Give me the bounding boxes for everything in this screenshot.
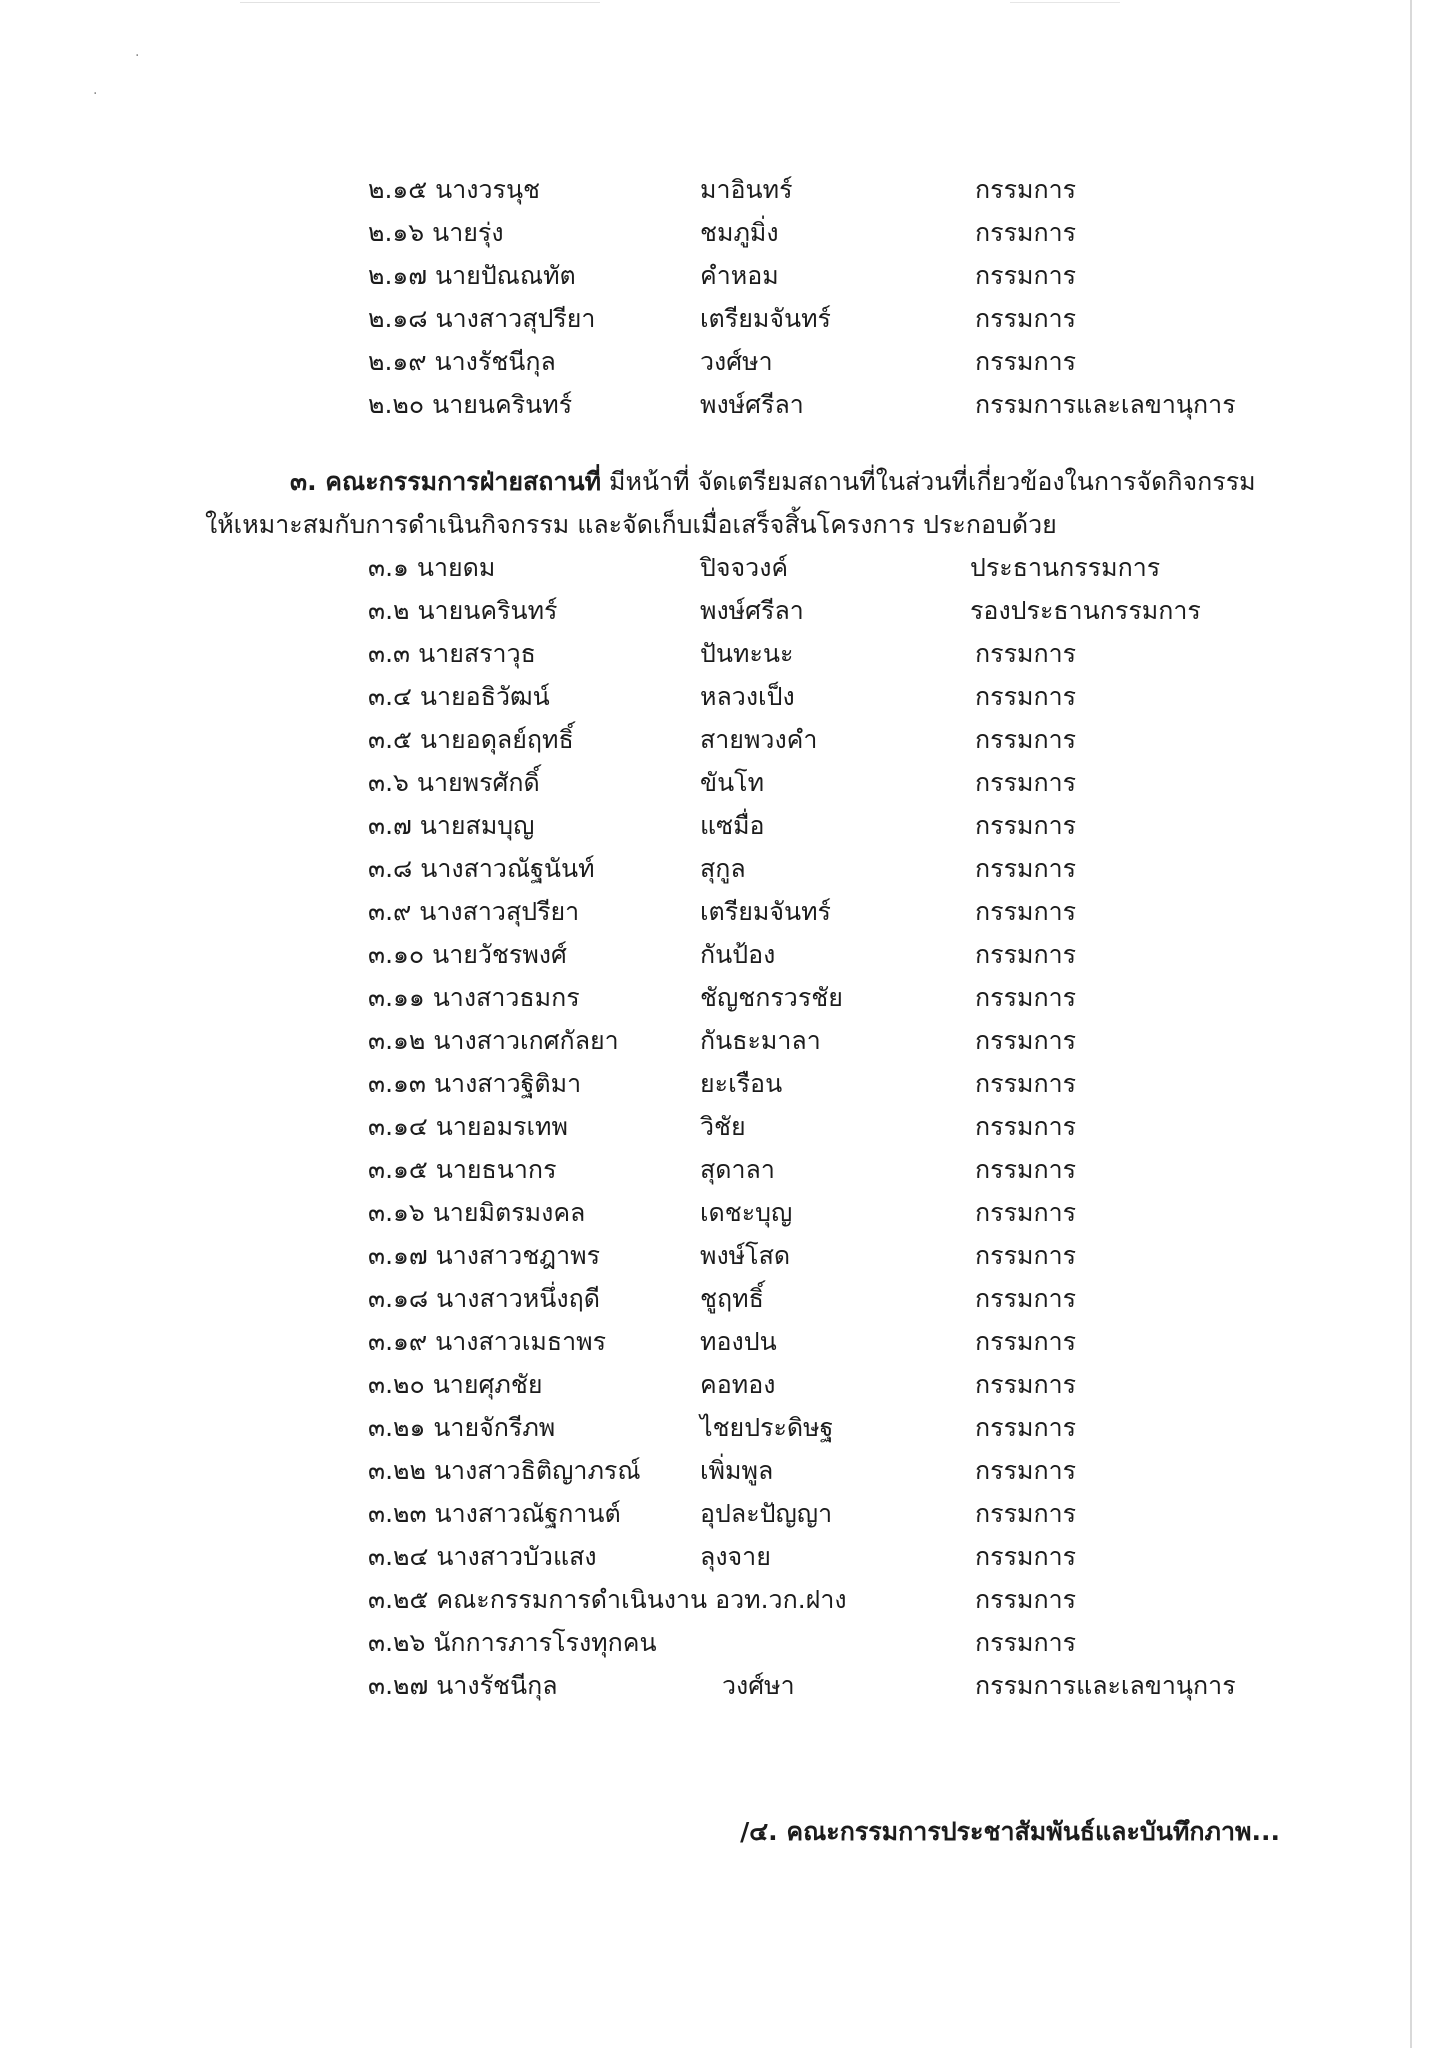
member-surname: เตรียมจันทร์ [700, 304, 831, 333]
member-name: ๓.๑ นายดม [368, 553, 496, 582]
member-role: กรรมการ [975, 983, 1077, 1012]
member-role: กรรมการ [975, 897, 1077, 926]
member-name: ๓.๑๑ นางสาวธมกร [368, 983, 580, 1012]
member-name: ๓.๑๐ นายวัชรพงศ์ [368, 940, 567, 969]
member-role: กรรมการ [975, 768, 1077, 797]
scan-speck: · [93, 86, 98, 102]
member-surname: วิชัย [700, 1112, 746, 1141]
scan-edge-right [1410, 0, 1412, 2048]
member-surname: กันป้อง [700, 940, 776, 969]
member-name: ๒.๑๕ นางวรนุช [368, 175, 541, 204]
member-role: กรรมการ [975, 1499, 1077, 1528]
member-surname: ขันโท [700, 768, 765, 797]
member-surname: พงษ์โสด [700, 1241, 791, 1270]
member-name: ๓.๒ นายนครินทร์ [368, 596, 558, 625]
member-surname: วงศ์ษา [722, 1671, 795, 1700]
member-name: ๓.๗ นายสมบุญ [368, 811, 535, 840]
member-surname: คอทอง [700, 1370, 776, 1399]
member-name: ๓.๒๗ นางรัชนีกุล [368, 1671, 558, 1700]
member-surname: แซมื่อ [700, 811, 765, 840]
member-name: ๓.๔ นายอธิวัฒน์ [368, 682, 550, 711]
member-name: ๓.๑๔ นายอมรเทพ [368, 1112, 568, 1141]
member-surname: สายพวงคำ [700, 725, 818, 754]
member-role: กรรมการ [975, 1413, 1077, 1442]
member-role: กรรมการ [975, 1026, 1077, 1055]
member-name: ๓.๙ นางสาวสุปรียา [368, 897, 580, 926]
member-role: กรรมการ [975, 1198, 1077, 1227]
section-3-duty-line-2: ให้เหมาะสมกับการดำเนินกิจกรรม และจัดเก็บเมื่อเสร็จสิ้นโครงการ ประกอบด้วย [205, 510, 1057, 539]
member-surname: ปิจจวงค์ [700, 553, 789, 582]
member-role: กรรมการ [975, 725, 1077, 754]
member-name: ๒.๒๐ นายนครินทร์ [368, 390, 573, 419]
member-name: ๓.๒๓ นางสาวณัฐกานต์ [368, 1499, 621, 1528]
member-role: กรรมการ [975, 175, 1077, 204]
member-role: กรรมการ [975, 1112, 1077, 1141]
member-name: ๓.๑๖ นายมิตรมงคล [368, 1198, 586, 1227]
member-name: ๓.๖ นายพรศักดิ์ [368, 768, 540, 797]
member-name: ๓.๒๔ นางสาวบัวแสง [368, 1542, 597, 1571]
member-name: ๓.๓ นายสราวุธ [368, 639, 536, 668]
member-surname: วงศ์ษา [700, 347, 773, 376]
member-role: กรรมการ [975, 1370, 1077, 1399]
member-role: กรรมการ [975, 304, 1077, 333]
member-name: ๓.๒๑ นายจักรีภพ [368, 1413, 556, 1442]
member-name: ๓.๒๒ นางสาวธิติญาภรณ์ [368, 1456, 641, 1485]
member-role: กรรมการ [975, 1327, 1077, 1356]
member-surname: อุปละปัญญา [700, 1499, 833, 1528]
member-surname: มาอินทร์ [700, 175, 793, 204]
member-surname: ไชยประดิษฐ [700, 1413, 834, 1442]
member-role: กรรมการ [975, 682, 1077, 711]
page-continuation-note: /๔. คณะกรรมการประชาสัมพันธ์และบันทึกภาพ... [740, 1817, 1280, 1846]
member-role: กรรมการ [975, 261, 1077, 290]
member-name: ๓.๑๘ นางสาวหนึ่งฤดี [368, 1284, 600, 1313]
member-surname: คำหอม [700, 261, 779, 290]
member-surname: ปันทะนะ [700, 639, 794, 668]
member-role: กรรมการ [975, 1628, 1077, 1657]
member-surname: ชัญชกรวรชัย [700, 983, 843, 1012]
member-name: ๒.๑๗ นายปัณณทัต [368, 261, 576, 290]
section-3-duty-line-1: มีหน้าที่ จัดเตรียมสถานที่ในส่วนที่เกี่ยวข้องในการจัดกิจกรรม [601, 467, 1256, 496]
member-name: ๓.๑๗ นางสาวชฎาพร [368, 1241, 601, 1270]
member-role: กรรมการและเลขานุการ [975, 1671, 1236, 1700]
member-name: ๒.๑๙ นางรัชนีกุล [368, 347, 556, 376]
member-role: กรรมการ [975, 854, 1077, 883]
section-3-heading: ๓. คณะกรรมการฝ่ายสถานที่ [290, 467, 602, 496]
member-surname: เดชะบุญ [700, 1198, 793, 1227]
member-surname: เพิ่มพูล [700, 1456, 774, 1485]
member-surname: เตรียมจันทร์ [700, 897, 831, 926]
member-surname: หลวงเป็ง [700, 682, 795, 711]
member-name: ๓.๘ นางสาวณัฐนันท์ [368, 854, 595, 883]
scan-edge-top [240, 2, 600, 3]
member-role: กรรมการและเลขานุการ [975, 390, 1236, 419]
member-surname: ชูฤทธิ์ [700, 1284, 764, 1313]
member-role: กรรมการ [975, 940, 1077, 969]
scan-speck: · [135, 48, 140, 64]
member-name: ๓.๑๒ นางสาวเกศกัลยา [368, 1026, 619, 1055]
member-name: ๒.๑๖ นายรุ่ง [368, 218, 504, 247]
member-role: กรรมการ [975, 218, 1077, 247]
member-name: ๓.๒๕ คณะกรรมการดำเนินงาน อวท.วก.ฝาง [368, 1585, 847, 1614]
member-role: รองประธานกรรมการ [970, 596, 1201, 625]
member-name: ๓.๑๙ นางสาวเมธาพร [368, 1327, 607, 1356]
member-surname: ยะเรือน [700, 1069, 783, 1098]
member-surname: ทองปน [700, 1327, 777, 1356]
member-role: กรรมการ [975, 1241, 1077, 1270]
member-role: ประธานกรรมการ [970, 553, 1161, 582]
member-role: กรรมการ [975, 1585, 1077, 1614]
member-name: ๒.๑๘ นางสาวสุปรียา [368, 304, 596, 333]
member-role: กรรมการ [975, 347, 1077, 376]
member-role: กรรมการ [975, 639, 1077, 668]
member-name: ๓.๕ นายอดุลย์ฤทธิ์ [368, 725, 574, 754]
member-surname: กันธะมาลา [700, 1026, 821, 1055]
member-name: ๓.๑๓ นางสาวฐิติมา [368, 1069, 582, 1098]
member-name: ๓.๒๐ นายศุภชัย [368, 1370, 543, 1399]
member-surname: พงษ์ศรีลา [700, 596, 804, 625]
member-role: กรรมการ [975, 811, 1077, 840]
member-role: กรรมการ [975, 1069, 1077, 1098]
member-surname: ลุงจาย [700, 1542, 771, 1571]
member-role: กรรมการ [975, 1155, 1077, 1184]
member-name: ๓.๑๕ นายธนากร [368, 1155, 557, 1184]
section-3-paragraph [290, 462, 1256, 502]
member-role: กรรมการ [975, 1456, 1077, 1485]
scan-edge-top-2 [1010, 2, 1120, 3]
member-surname: สุดาลา [700, 1155, 775, 1184]
member-surname: พงษ์ศรีลา [700, 390, 804, 419]
member-role: กรรมการ [975, 1284, 1077, 1313]
member-surname: สุกูล [700, 854, 746, 883]
member-role: กรรมการ [975, 1542, 1077, 1571]
member-name: ๓.๒๖ นักการภารโรงทุกคน [368, 1628, 657, 1657]
member-surname: ชมภูมิ่ง [700, 218, 779, 247]
